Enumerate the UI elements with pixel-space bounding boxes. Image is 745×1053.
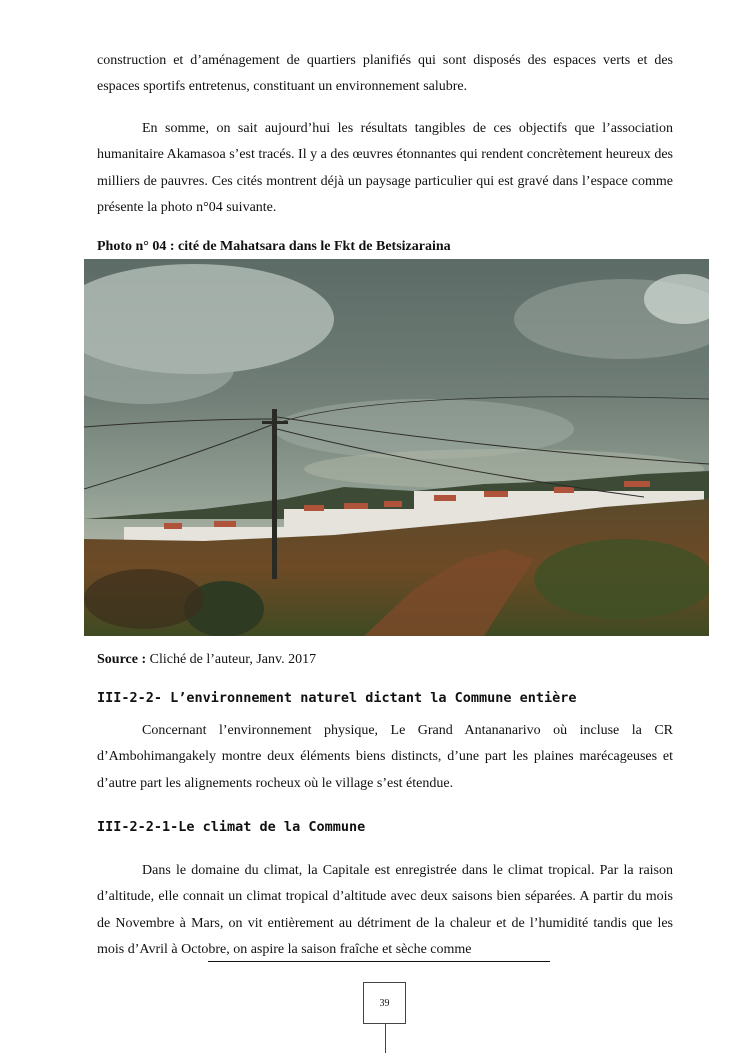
page-number-line xyxy=(385,1024,386,1053)
paragraph-intro: construction et d’aménagement de quartiers planifiés qui sont disposés des espaces verts et des espaces sportifs entretenus, constituant un environnement salubre. xyxy=(97,53,673,95)
photo-source xyxy=(97,651,316,669)
page-number: 39 xyxy=(363,982,406,1024)
section-heading-environment: III-2-2- L’environnement naturel dictant la Commune entière xyxy=(97,690,577,706)
paragraph-environment: Concernant l’environnement physique, Le Grand Antananarivo où incluse la CR d’Ambohimangakely montre deux éléments biens distincts, d’une part les plaines marécageuses et d’autre part les alignements rocheux où le village s’est étendue. xyxy=(97,723,673,791)
paragraph-climate: Dans le domaine du climat, la Capitale est enregistrée dans le climat tropical. Par la raison d’altitude, elle connait un climat tropical d’altitude avec deux saisons bien séparées. A partir du mois de Novembre à Mars, on vit entièrement au détriment de la chaleur et de l’humidité tandis que les mois d’Avril à Octobre, on aspire la saison fraîche et sèche comme xyxy=(97,863,673,957)
source-label: Source : xyxy=(97,652,147,667)
source-text: Cliché de l’auteur, Janv. 2017 xyxy=(146,652,317,667)
paragraph-akamasoa: En somme, on sait aujourd’hui les résultats tangibles de ces objectifs que l’association humanitaire Akamasoa s’est tracés. Il y a des œuvres étonnantes qui rendent concrètement heureux des milliers de pauvres. Ces cités montrent déjà un paysage particulier qui est gravé dans l’espace comme présente la photo n°04 suivante. xyxy=(97,121,673,215)
photo-mahatsara xyxy=(84,259,709,636)
landscape-photo-illustration xyxy=(84,259,709,636)
photo-caption: Photo n° 04 : cité de Mahatsara dans le Fkt de Betsizaraina xyxy=(97,239,451,254)
text-underline-mark xyxy=(208,961,550,962)
section-heading-climate: III-2-2-1-Le climat de la Commune xyxy=(97,819,366,835)
